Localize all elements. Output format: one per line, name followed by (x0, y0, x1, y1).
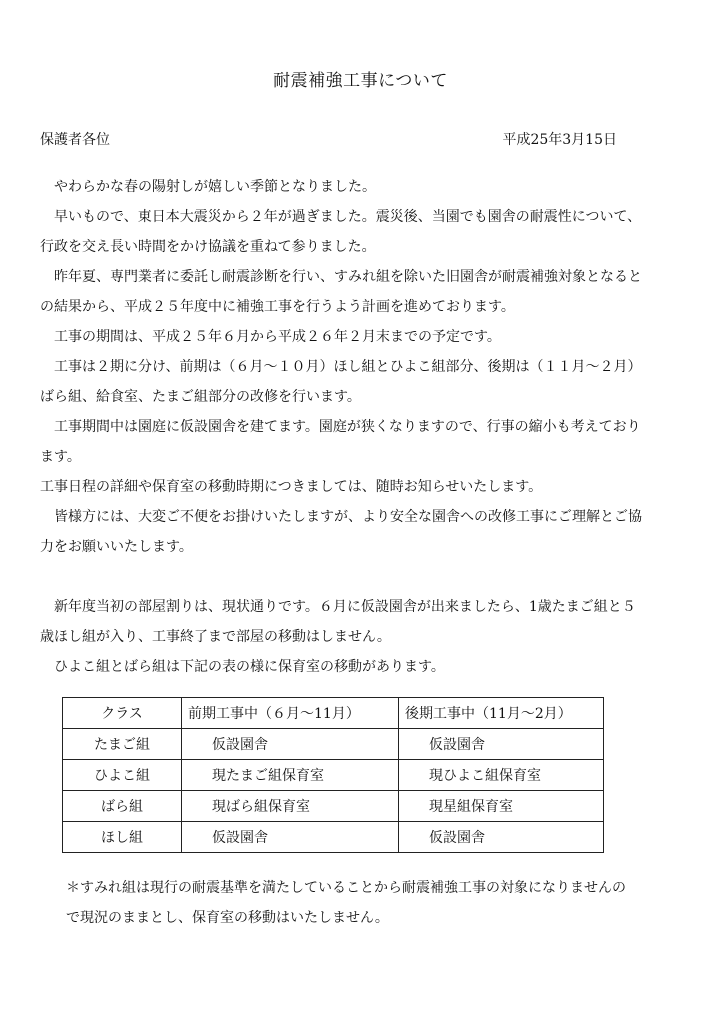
cell-early: 仮設園舎 (182, 822, 399, 853)
cell-class: たまご組 (63, 729, 182, 760)
paragraph-temporary-building: 工事期間中は園庭に仮設園舎を建てます。園庭が狭くなりますので、行事の縮小も考えております。 (40, 419, 641, 465)
cell-late: 仮設園舎 (399, 822, 604, 853)
table-header-row (63, 698, 604, 729)
table-row (63, 822, 604, 853)
paragraph-gap (40, 562, 645, 592)
paragraph-room-moves: ひよこ組とばら組は下記の表の様に保育室の移動があります。 (54, 659, 445, 675)
cell-late: 仮設園舎 (399, 729, 604, 760)
paragraph-diagnosis: 昨年夏、専門業者に委託し耐震診断を行い、すみれ組を除いた旧園舎が耐震補強対象となるとの結果から、平成２５年度中に補強工事を行うよう計画を進めております。 (40, 269, 642, 315)
table-row (63, 729, 604, 760)
paragraph-apology: 皆様方には、大変ご不便をお掛けいたしますが、より安全な園舎への改修工事にご理解とご協力をお願いいたします。 (40, 509, 642, 555)
cell-late: 現ひよこ組保育室 (399, 760, 604, 791)
paragraph-period: 工事の期間は、平成２５年６月から平成２６年２月末までの予定です。 (54, 329, 501, 345)
cell-class: ひよこ組 (63, 760, 182, 791)
room-move-table (62, 697, 604, 853)
paragraph-phases: 工事は２期に分け、前期は（６月～１０月）ほし組とひよこ組部分、後期は（１１月～２月）ばら組、給食室、たまご組部分の改修を行います。 (40, 359, 642, 405)
footnote (66, 873, 636, 933)
header-class: クラス (63, 698, 182, 729)
cell-early: 仮設園舎 (182, 729, 399, 760)
footnote-text: ＊すみれ組は現行の耐震基準を満たしていることから耐震補強工事の対象になりませんので現況のままとし、保育室の移動はいたしません。 (66, 880, 626, 926)
body-text (40, 172, 645, 682)
paragraph-room-assignment: 新年度当初の部屋割りは、現状通りです。６月に仮設園舎が出来ましたら、1歳たまご組と５歳ほし組が入り、工事終了まで部屋の移動はしません。 (40, 599, 636, 645)
paragraph-schedule-notice: 工事日程の詳細や保育室の移動時期につきましては、随時お知らせいたします。 (40, 479, 543, 495)
document-date: 平成25年3月15日 (502, 132, 617, 148)
header-early-phase: 前期工事中（６月～11月） (182, 698, 399, 729)
cell-early: 現たまご組保育室 (182, 760, 399, 791)
cell-class: ほし組 (63, 822, 182, 853)
paragraph-background: 早いもので、東日本大震災から２年が過ぎました。震災後、当園でも園舎の耐震性について、行政を交え長い時間をかけ協議を重ねて参りました。 (40, 209, 642, 255)
cell-class: ばら組 (63, 791, 182, 822)
cell-late: 現星組保育室 (399, 791, 604, 822)
addressee: 保護者各位 (40, 132, 110, 148)
paragraph-greeting: やわらかな春の陽射しが嬉しい季節となりました。 (54, 179, 376, 195)
cell-early: 現ばら組保育室 (182, 791, 399, 822)
table-row (63, 791, 604, 822)
header-late-phase: 後期工事中（11月～2月） (399, 698, 604, 729)
table-row (63, 760, 604, 791)
document-title: 耐震補強工事について (273, 71, 448, 91)
